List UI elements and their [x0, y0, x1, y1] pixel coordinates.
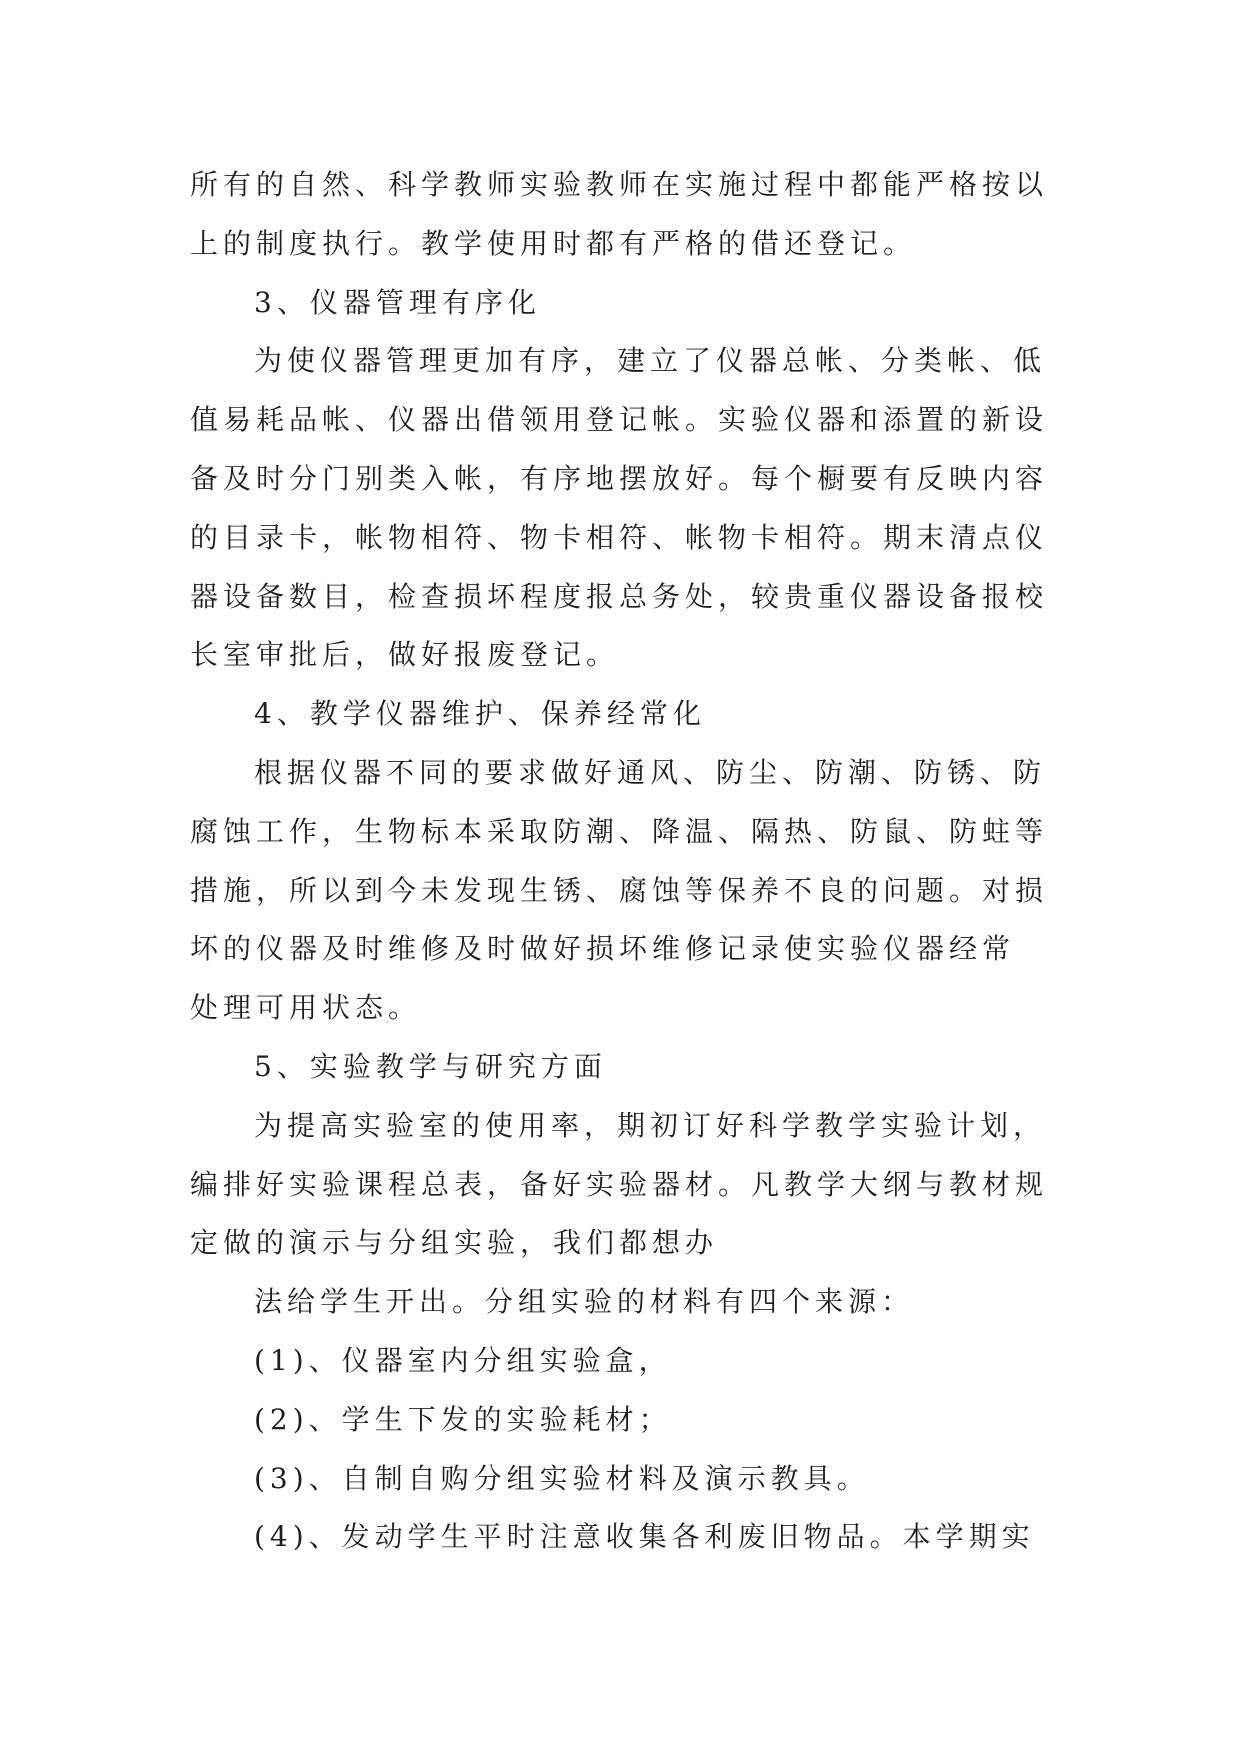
source-list	[190, 1332, 1090, 1567]
text-line: 定做的演示与分组实验，我们都想办	[190, 1226, 719, 1260]
section-heading	[190, 1038, 1090, 1097]
paragraph-continued	[190, 156, 1090, 274]
section-heading-text: 5、实验教学与研究方面	[254, 1049, 607, 1083]
text-line: 器设备数目，检查损坏程度报总务处，较贵重仪器设备报校	[190, 579, 1049, 613]
document-body	[190, 156, 1090, 1567]
text-line: 长室审批后，做好报废登记。	[190, 638, 620, 672]
list-item: (3)、自制自购分组实验材料及演示教具。	[254, 1461, 870, 1495]
text-line: 的目录卡，帐物相符、物卡相符、帐物卡相符。期末清点仪	[190, 520, 1049, 554]
section-heading-text: 4、教学仪器维护、保养经常化	[254, 697, 706, 731]
paragraph	[190, 1273, 1090, 1332]
paragraph	[190, 1097, 1090, 1273]
list-item: (2)、学生下发的实验耗材；	[254, 1402, 672, 1436]
section-heading	[190, 274, 1090, 333]
text-line: 处理可用状态。	[190, 991, 422, 1025]
paragraph	[190, 332, 1090, 685]
text-line: 值易耗品帐、仪器出借领用登记帐。实验仪器和添置的新设	[190, 403, 1049, 437]
text-line: 为使仪器管理更加有序，建立了仪器总帐、分类帐、低	[254, 344, 1047, 378]
text-line: 措施，所以到今未发现生锈、腐蚀等保养不良的问题。对损	[190, 873, 1049, 907]
text-line: 所有的自然、科学教师实验教师在实施过程中都能严格按以	[190, 168, 1049, 201]
text-line: 为提高实验室的使用率，期初订好科学教学实验计划，	[254, 1108, 1047, 1142]
list-item: (1)、仪器室内分组实验盒，	[254, 1343, 672, 1377]
text-line: 腐蚀工作，生物标本采取防潮、降温、隔热、防鼠、防蛀等	[190, 814, 1049, 848]
text-line: 备及时分门别类入帐，有序地摆放好。每个橱要有反映内容	[190, 461, 1049, 495]
section-heading	[190, 685, 1090, 744]
text-line: 根据仪器不同的要求做好通风、防尘、防潮、防锈、防	[254, 755, 1047, 789]
text-line: 编排好实验课程总表，备好实验器材。凡教学大纲与教材规	[190, 1167, 1049, 1201]
text-line: 上的制度执行。教学使用时都有严格的借还登记。	[190, 226, 917, 260]
list-item: (4)、发动学生平时注意收集各利废旧物品。本学期实	[254, 1520, 1035, 1554]
text-line: 法给学生开出。分组实验的材料有四个来源：	[254, 1285, 915, 1319]
text-line: 坏的仪器及时维修及时做好损坏维修记录使实验仪器经常	[190, 932, 1016, 966]
paragraph	[190, 744, 1090, 1038]
section-heading-text: 3、仪器管理有序化	[254, 285, 541, 319]
